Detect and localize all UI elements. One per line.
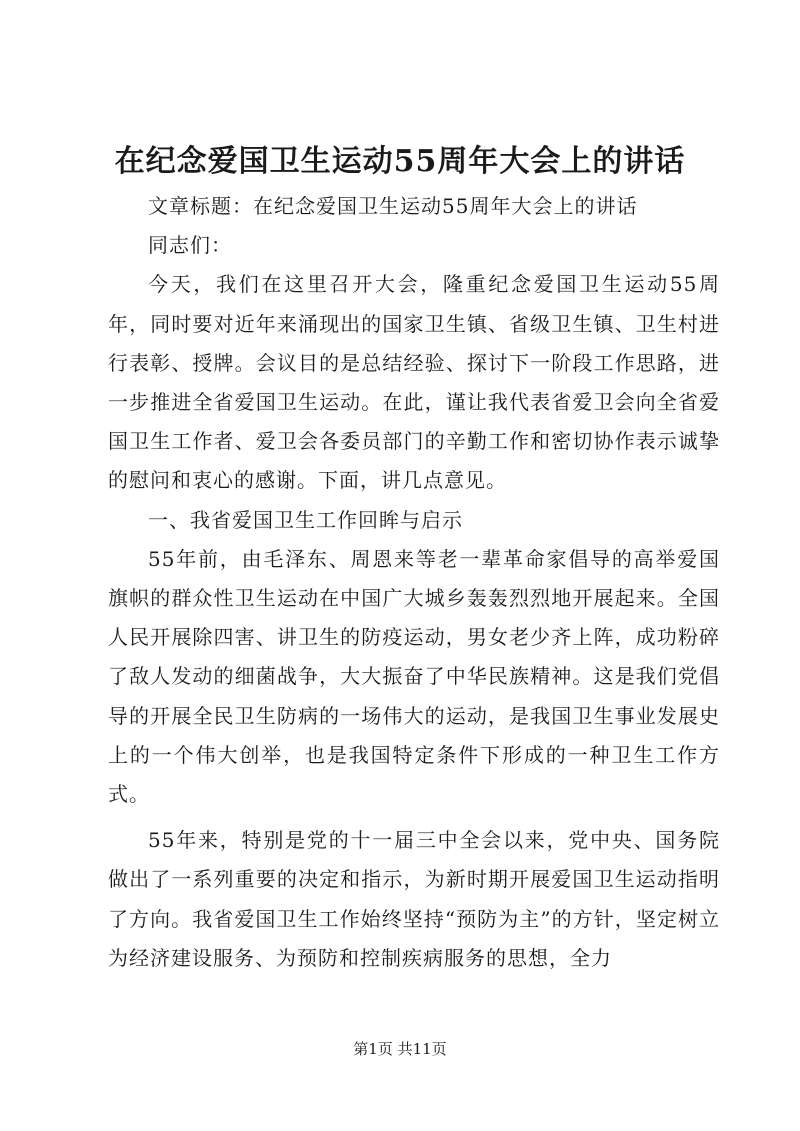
- page-footer: 第1页 共11页: [353, 1040, 447, 1058]
- document-body: [108, 187, 720, 978]
- salutation: 同志们：: [148, 233, 232, 258]
- article-title-line: 文章标题：在纪念爱国卫生运动55周年大会上的讲话: [148, 194, 638, 218]
- document-title: 在纪念爱国卫生运动55周年大会上的讲话: [114, 144, 686, 179]
- paragraph: 55年来，特别是党的十一届三中全会以来，党中央、国务院做出了一系列重要的决定和指示，为新时期开展爱国卫生运动指明了方向。我省爱国卫生工作始终坚持“预防为主”的方针，坚定树立为经济建设服务、为预防和控制疾病服务的思想，全力: [108, 828, 720, 970]
- paragraph: 今天，我们在这里召开大会，隆重纪念爱国卫生运动55周年，同时要对近年来涌现出的国家卫生镇、省级卫生镇、卫生村进行表彰、授牌。会议目的是总结经验、探讨下一阶段工作思路，进一步推进全省爱国卫生运动。在此，谨让我代表省爱卫会向全省爱国卫生工作者、爱卫会各委员部门的辛勤工作和密切协作表示诚挚的慰问和衷心的感谢。下面，讲几点意见。: [108, 272, 720, 493]
- paragraph: 55年前，由毛泽东、周恩来等老一辈革命家倡导的高举爱国旗帜的群众性卫生运动在中国广大城乡轰轰烈烈地开展起来。全国人民开展除四害、讲卫生的防疫运动，男女老少齐上阵，成功粉碎了敌人发动的细菌战争，大大振奋了中华民族精神。这是我们党倡导的开展全民卫生防病的一场伟大的运动，是我国卫生事业发展史上的一个伟大创举，也是我国特定条件下形成的一种卫生工作方式。: [108, 546, 720, 807]
- section-heading: 一、我省爱国卫生工作回眸与启示: [148, 507, 463, 532]
